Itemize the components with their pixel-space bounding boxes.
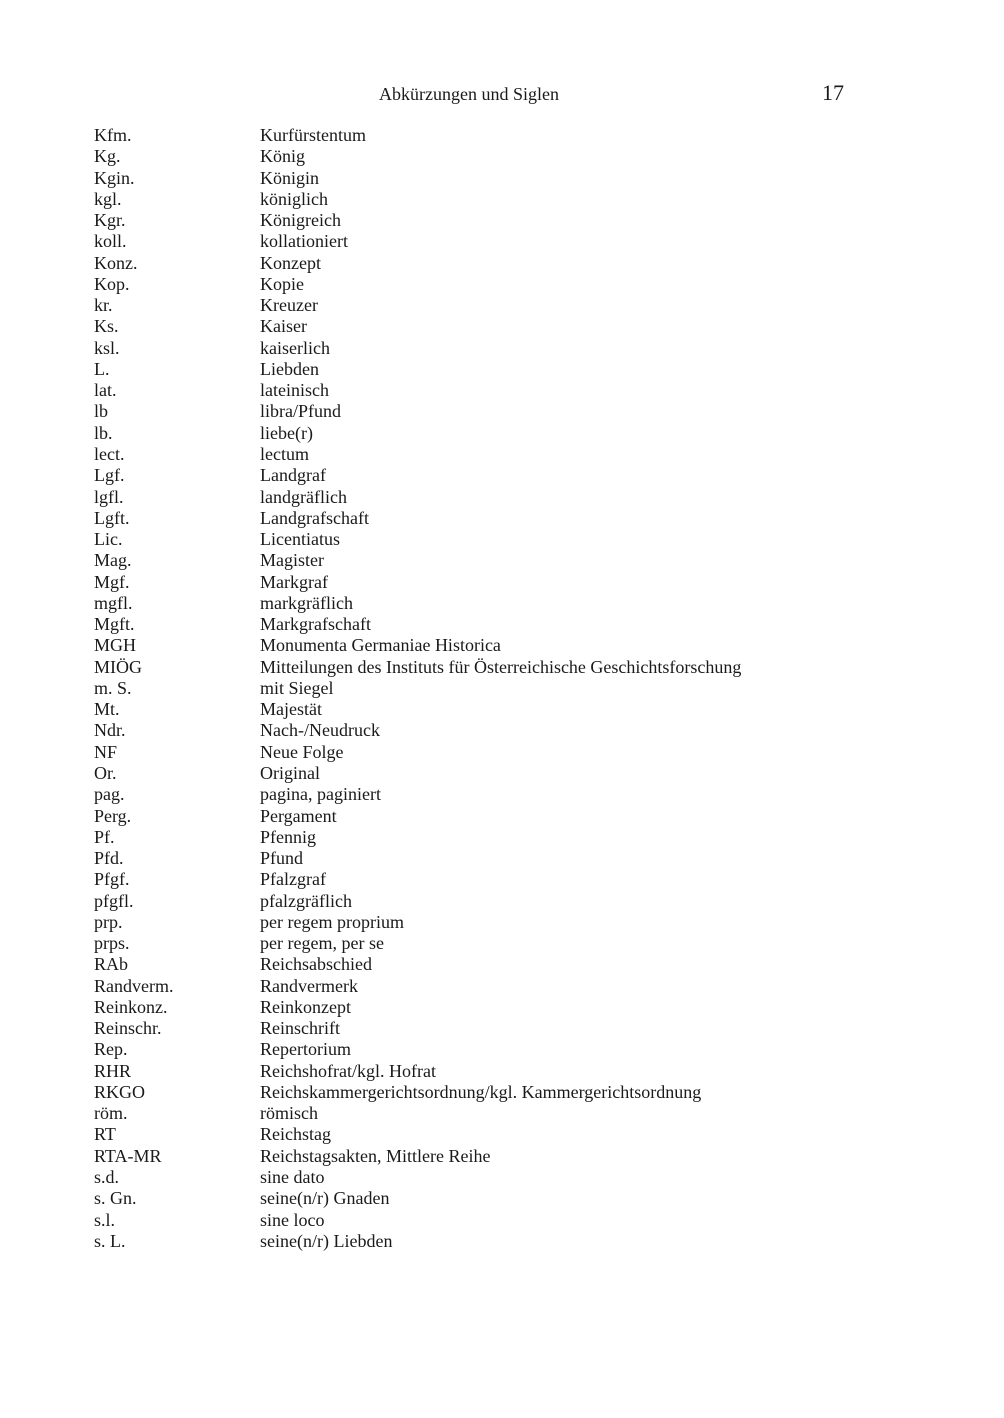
abbreviation-term: s.l. xyxy=(94,1209,116,1230)
abbreviation-definition: liebe(r) xyxy=(260,422,313,443)
list-item xyxy=(94,912,894,933)
abbreviation-definition: römisch xyxy=(260,1103,318,1124)
abbreviation-term: Reinschr. xyxy=(94,1018,162,1039)
abbreviation-term: Mag. xyxy=(94,550,132,571)
abbreviation-term: Rep. xyxy=(94,1039,128,1060)
list-item xyxy=(94,253,894,274)
abbreviation-term: Kop. xyxy=(94,273,130,294)
abbreviation-term: Kfm. xyxy=(94,125,132,145)
abbreviation-definition: landgräflich xyxy=(260,486,347,507)
list-item xyxy=(94,529,894,550)
list-item xyxy=(94,848,894,869)
abbreviation-term: NF xyxy=(94,741,118,762)
abbreviation-term: Lic. xyxy=(94,529,123,550)
abbreviation-term: kgl. xyxy=(94,188,122,209)
abbreviation-definition: sine loco xyxy=(260,1209,325,1230)
list-item xyxy=(94,1061,894,1082)
list-item xyxy=(94,295,894,316)
abbreviation-definition: per regem, per se xyxy=(260,933,384,954)
abbreviation-term: RT xyxy=(94,1124,116,1145)
list-item xyxy=(94,274,894,295)
abbreviation-term: prp. xyxy=(94,911,123,932)
abbreviation-term: röm. xyxy=(94,1103,128,1124)
list-item xyxy=(94,550,894,571)
abbreviation-definition: Licentiatus xyxy=(260,529,340,550)
abbreviation-definition: seine(n/r) Gnaden xyxy=(260,1188,390,1209)
abbreviation-definition: Repertorium xyxy=(260,1039,351,1060)
abbreviation-term: MIÖG xyxy=(94,656,142,677)
list-item xyxy=(94,380,894,401)
list-item xyxy=(94,614,894,635)
abbreviation-term: Or. xyxy=(94,762,117,783)
abbreviation-definition: Liebden xyxy=(260,358,319,379)
abbreviation-term: Mt. xyxy=(94,699,120,720)
list-item xyxy=(94,1210,894,1231)
list-item xyxy=(94,1188,894,1209)
abbreviation-term: RHR xyxy=(94,1060,132,1081)
abbreviation-term: Lgft. xyxy=(94,507,130,528)
abbreviation-definition: lectum xyxy=(260,443,309,464)
list-item xyxy=(94,784,894,805)
abbreviation-definition: Randvermerk xyxy=(260,975,358,996)
list-item xyxy=(94,891,894,912)
abbreviation-term: pfgfl. xyxy=(94,890,134,911)
list-item xyxy=(94,189,894,210)
abbreviation-definition: lateinisch xyxy=(260,380,329,401)
abbreviation-definition: Nach-/Neudruck xyxy=(260,720,380,741)
list-item xyxy=(94,572,894,593)
abbreviation-definition: Markgrafschaft xyxy=(260,614,371,635)
abbreviation-term: prps. xyxy=(94,933,130,954)
abbreviation-definition: seine(n/r) Liebden xyxy=(260,1230,393,1251)
abbreviation-definition: Monumenta Germaniae Historica xyxy=(260,635,501,656)
abbreviation-term: Kgr. xyxy=(94,210,126,231)
abbreviation-definition: Kaiser xyxy=(260,316,307,337)
list-item xyxy=(94,231,894,252)
abbreviation-term: m. S. xyxy=(94,677,132,698)
abbreviation-term: mgfl. xyxy=(94,592,133,613)
abbreviation-definition: Kreuzer xyxy=(260,295,318,316)
list-item xyxy=(94,1103,894,1124)
abbreviation-definition: sine dato xyxy=(260,1167,325,1188)
abbreviation-term: Ndr. xyxy=(94,720,126,741)
list-item xyxy=(94,1039,894,1060)
abbreviation-term: lgfl. xyxy=(94,486,124,507)
list-item xyxy=(94,1167,894,1188)
abbreviation-definition: pagina, paginiert xyxy=(260,784,381,805)
abbreviation-definition: Kopie xyxy=(260,273,304,294)
abbreviation-definition: kaiserlich xyxy=(260,337,330,358)
abbreviation-term: s. Gn. xyxy=(94,1188,137,1209)
abbreviation-term: Reinkonz. xyxy=(94,996,168,1017)
list-item xyxy=(94,1231,894,1252)
abbreviation-definition: königlich xyxy=(260,188,328,209)
abbreviation-term: Lgf. xyxy=(94,465,125,486)
abbreviation-term: lb. xyxy=(94,422,113,443)
abbreviation-definition: Mitteilungen des Instituts für Österreichische Geschichtsforschung xyxy=(260,656,742,677)
abbreviation-term: lect. xyxy=(94,443,125,464)
abbreviation-definition: König xyxy=(260,146,305,167)
list-item xyxy=(94,997,894,1018)
running-header xyxy=(0,80,1004,108)
abbreviation-term: Randverm. xyxy=(94,975,174,996)
abbreviation-definition: markgräflich xyxy=(260,592,353,613)
abbreviation-term: pag. xyxy=(94,784,125,805)
abbreviation-term: RTA-MR xyxy=(94,1145,162,1166)
list-item xyxy=(94,1146,894,1167)
abbreviation-term: Pfd. xyxy=(94,848,124,869)
abbreviation-term: Kgin. xyxy=(94,167,135,188)
abbreviation-definition: Königreich xyxy=(260,210,341,231)
abbreviation-definition: Pfennig xyxy=(260,826,316,847)
abbreviation-term: Mgft. xyxy=(94,614,135,635)
abbreviation-definition: Reichsabschied xyxy=(260,954,372,975)
list-item xyxy=(94,338,894,359)
list-item xyxy=(94,1082,894,1103)
list-item xyxy=(94,1124,894,1145)
list-item xyxy=(94,976,894,997)
list-item xyxy=(94,1018,894,1039)
abbreviation-term: s.d. xyxy=(94,1167,120,1188)
abbreviation-term: L. xyxy=(94,358,110,379)
list-item xyxy=(94,763,894,784)
list-item xyxy=(94,465,894,486)
list-item xyxy=(94,125,894,146)
abbreviation-term: Kg. xyxy=(94,146,121,167)
list-item xyxy=(94,720,894,741)
abbreviation-term: lat. xyxy=(94,380,117,401)
abbreviation-definition: Königin xyxy=(260,167,320,188)
list-item xyxy=(94,168,894,189)
list-item xyxy=(94,954,894,975)
abbreviation-term: Pf. xyxy=(94,826,115,847)
abbreviation-definition: Reichshofrat/kgl. Hofrat xyxy=(260,1060,436,1081)
abbreviation-term: lb xyxy=(94,401,109,422)
abbreviation-term: Perg. xyxy=(94,805,132,826)
abbreviation-definition: Pfalzgraf xyxy=(260,869,326,890)
abbreviation-definition: per regem proprium xyxy=(260,911,404,932)
list-item xyxy=(94,827,894,848)
abbreviation-definition: mit Siegel xyxy=(260,677,334,698)
list-item xyxy=(94,423,894,444)
abbreviation-definition: Reinschrift xyxy=(260,1018,340,1039)
abbreviation-definition: kollationiert xyxy=(260,231,348,252)
list-item xyxy=(94,359,894,380)
abbreviation-definition: Majestät xyxy=(260,699,322,720)
list-item xyxy=(94,699,894,720)
abbreviation-definition: Konzept xyxy=(260,252,321,273)
abbreviation-definition: Markgraf xyxy=(260,571,328,592)
abbreviation-definition: Reichstagsakten, Mittlere Reihe xyxy=(260,1145,491,1166)
abbreviation-definition: Landgraf xyxy=(260,465,326,486)
abbreviation-definition: Magister xyxy=(260,550,324,571)
list-item xyxy=(94,401,894,422)
list-item xyxy=(94,869,894,890)
list-item xyxy=(94,316,894,337)
list-item xyxy=(94,444,894,465)
list-item xyxy=(94,742,894,763)
list-item xyxy=(94,635,894,656)
abbreviation-definition: libra/Pfund xyxy=(260,401,341,422)
abbreviation-definition: Pergament xyxy=(260,805,337,826)
abbreviation-term: RAb xyxy=(94,954,129,975)
abbreviation-term: Mgf. xyxy=(94,571,130,592)
page-number: 17 xyxy=(822,80,844,105)
list-item xyxy=(94,508,894,529)
list-item xyxy=(94,806,894,827)
abbreviation-definition: Reichstag xyxy=(260,1124,331,1145)
list-item xyxy=(94,678,894,699)
abbreviation-term: RKGO xyxy=(94,1081,146,1102)
abbreviation-term: Ks. xyxy=(94,316,119,337)
abbreviation-term: kr. xyxy=(94,295,113,316)
abbreviation-definition: Reinkonzept xyxy=(260,996,351,1017)
list-item xyxy=(94,210,894,231)
abbreviation-definition: Kurfürstentum xyxy=(260,125,366,145)
abbreviation-definition: Landgrafschaft xyxy=(260,507,369,528)
list-item xyxy=(94,933,894,954)
abbreviation-term: Konz. xyxy=(94,252,138,273)
list-item xyxy=(94,657,894,678)
abbreviation-definition: pfalzgräflich xyxy=(260,890,352,911)
abbreviation-term: MGH xyxy=(94,635,137,656)
abbreviation-term: s. L. xyxy=(94,1230,126,1251)
list-item xyxy=(94,487,894,508)
abbreviation-definition: Original xyxy=(260,762,320,783)
abbreviation-list xyxy=(94,125,894,1252)
abbreviation-definition: Pfund xyxy=(260,848,304,869)
list-item xyxy=(94,146,894,167)
abbreviation-term: Pfgf. xyxy=(94,869,130,890)
list-item xyxy=(94,593,894,614)
abbreviation-term: ksl. xyxy=(94,337,120,358)
page-title: Abkürzungen und Siglen xyxy=(379,84,559,104)
abbreviation-term: koll. xyxy=(94,231,127,252)
abbreviation-definition: Neue Folge xyxy=(260,741,344,762)
abbreviation-definition: Reichskammergerichtsordnung/kgl. Kammergerichtsordnung xyxy=(260,1081,702,1102)
